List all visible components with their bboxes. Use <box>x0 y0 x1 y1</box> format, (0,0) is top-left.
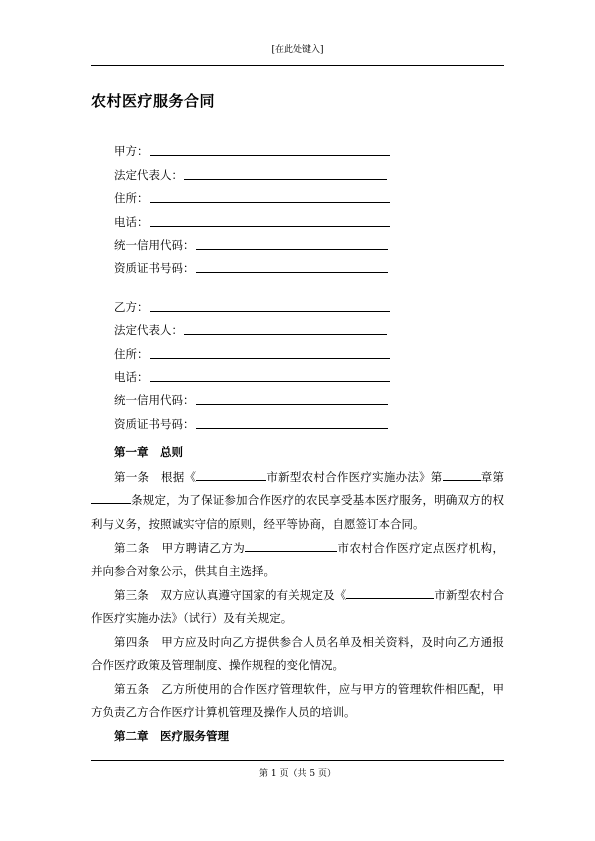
party-b-rep-blank[interactable] <box>184 323 387 335</box>
party-b-blank[interactable] <box>150 300 390 312</box>
party-a-address-label: 住所： <box>114 191 149 206</box>
party-a-blank[interactable] <box>150 144 390 156</box>
party-a-cert-field <box>114 253 404 276</box>
party-a-cert-label: 资质证书号码： <box>114 261 195 276</box>
article-3-text-b: 市新型农村合作医疗实施办法》（试行）及有关规定。 <box>91 588 505 626</box>
article-3 <box>91 584 504 631</box>
article-3-text-a: 第三条 双方应认真遵守国家的有关规定及《 <box>114 588 347 602</box>
page-footer: 第 1 页（共 5 页） <box>259 769 336 779</box>
article-1 <box>91 466 504 536</box>
party-spacer <box>114 276 404 291</box>
party-a-cert-blank[interactable] <box>196 261 388 273</box>
party-a-field <box>114 136 404 159</box>
party-b-label: 乙方： <box>114 299 149 314</box>
party-a-phone-label: 电话： <box>114 214 149 229</box>
article-1-text-a: 第一条 根据《 <box>114 470 197 484</box>
party-a-address-field <box>114 183 404 206</box>
party-b-rep-label: 法定代表人： <box>114 323 183 338</box>
article-2 <box>91 537 504 584</box>
chapter-1-heading: 第一章 总则 <box>114 445 183 459</box>
party-a-rep-blank[interactable] <box>184 168 387 180</box>
footer-rule <box>91 760 504 761</box>
header-rule <box>91 65 504 66</box>
party-a-label: 甲方： <box>114 144 149 159</box>
party-b-rep-field <box>114 315 404 338</box>
party-b-phone-blank[interactable] <box>150 370 390 382</box>
article-1-city-blank[interactable] <box>196 469 266 481</box>
article-1-article-blank[interactable] <box>91 492 131 504</box>
party-b-address-label: 住所： <box>114 346 149 361</box>
party-fields <box>114 136 404 432</box>
party-b-phone-label: 电话： <box>114 369 149 384</box>
party-a-phone-blank[interactable] <box>150 215 390 227</box>
page-header: [在此处键入] <box>271 45 324 55</box>
article-4: 第四条 甲方应及时向乙方提供参合人员名单及相关资料，及时向乙方通报合作医疗政策及管理制度、操作规程的变化情况。 <box>91 635 504 673</box>
article-2-text-b: 市农村合作医疗定点医疗机构，并向参合对象公示，供其自主选择。 <box>91 541 505 579</box>
article-1-text-d: 条规定，为了保证参加合作医疗的农民享受基本医疗服务，明确双方的权利与义务，按照诚实守信的原则，经平等协商，自愿签订本合同。 <box>91 493 504 531</box>
party-a-address-blank[interactable] <box>150 191 390 203</box>
party-b-phone-field <box>114 362 404 385</box>
article-5: 第五条 乙方所使用的合作医疗管理软件，应与甲方的管理软件相匹配，甲方负责乙方合作医疗计算机管理及操作人员的培训。 <box>91 682 504 720</box>
party-a-rep-label: 法定代表人： <box>114 167 183 182</box>
party-b-credit-field <box>114 385 404 408</box>
party-b-address-field <box>114 338 404 361</box>
article-1-text-c: 章第 <box>480 470 505 484</box>
party-a-rep-field <box>114 159 404 182</box>
party-a-credit-label: 统一信用代码： <box>114 237 195 252</box>
party-a-phone-field <box>114 206 404 229</box>
article-1-chapter-blank[interactable] <box>443 469 481 481</box>
party-b-credit-label: 统一信用代码： <box>114 393 195 408</box>
article-2-city-blank[interactable] <box>245 540 337 552</box>
article-3-city-blank[interactable] <box>346 587 434 599</box>
party-a-credit-blank[interactable] <box>196 238 388 250</box>
article-1-text-b: 市新型农村合作医疗实施办法》第 <box>266 470 443 484</box>
party-b-credit-blank[interactable] <box>196 393 388 405</box>
party-b-cert-blank[interactable] <box>196 417 388 429</box>
party-b-cert-label: 资质证书号码： <box>114 416 195 431</box>
party-b-cert-field <box>114 408 404 431</box>
party-b-field <box>114 291 404 314</box>
document-title: 农村医疗服务合同 <box>91 92 216 110</box>
party-b-address-blank[interactable] <box>150 347 390 359</box>
party-a-credit-field <box>114 230 404 253</box>
chapter-2-heading: 第二章 医疗服务管理 <box>114 729 229 743</box>
article-2-text-a: 第二条 甲方聘请乙方为 <box>114 541 246 555</box>
